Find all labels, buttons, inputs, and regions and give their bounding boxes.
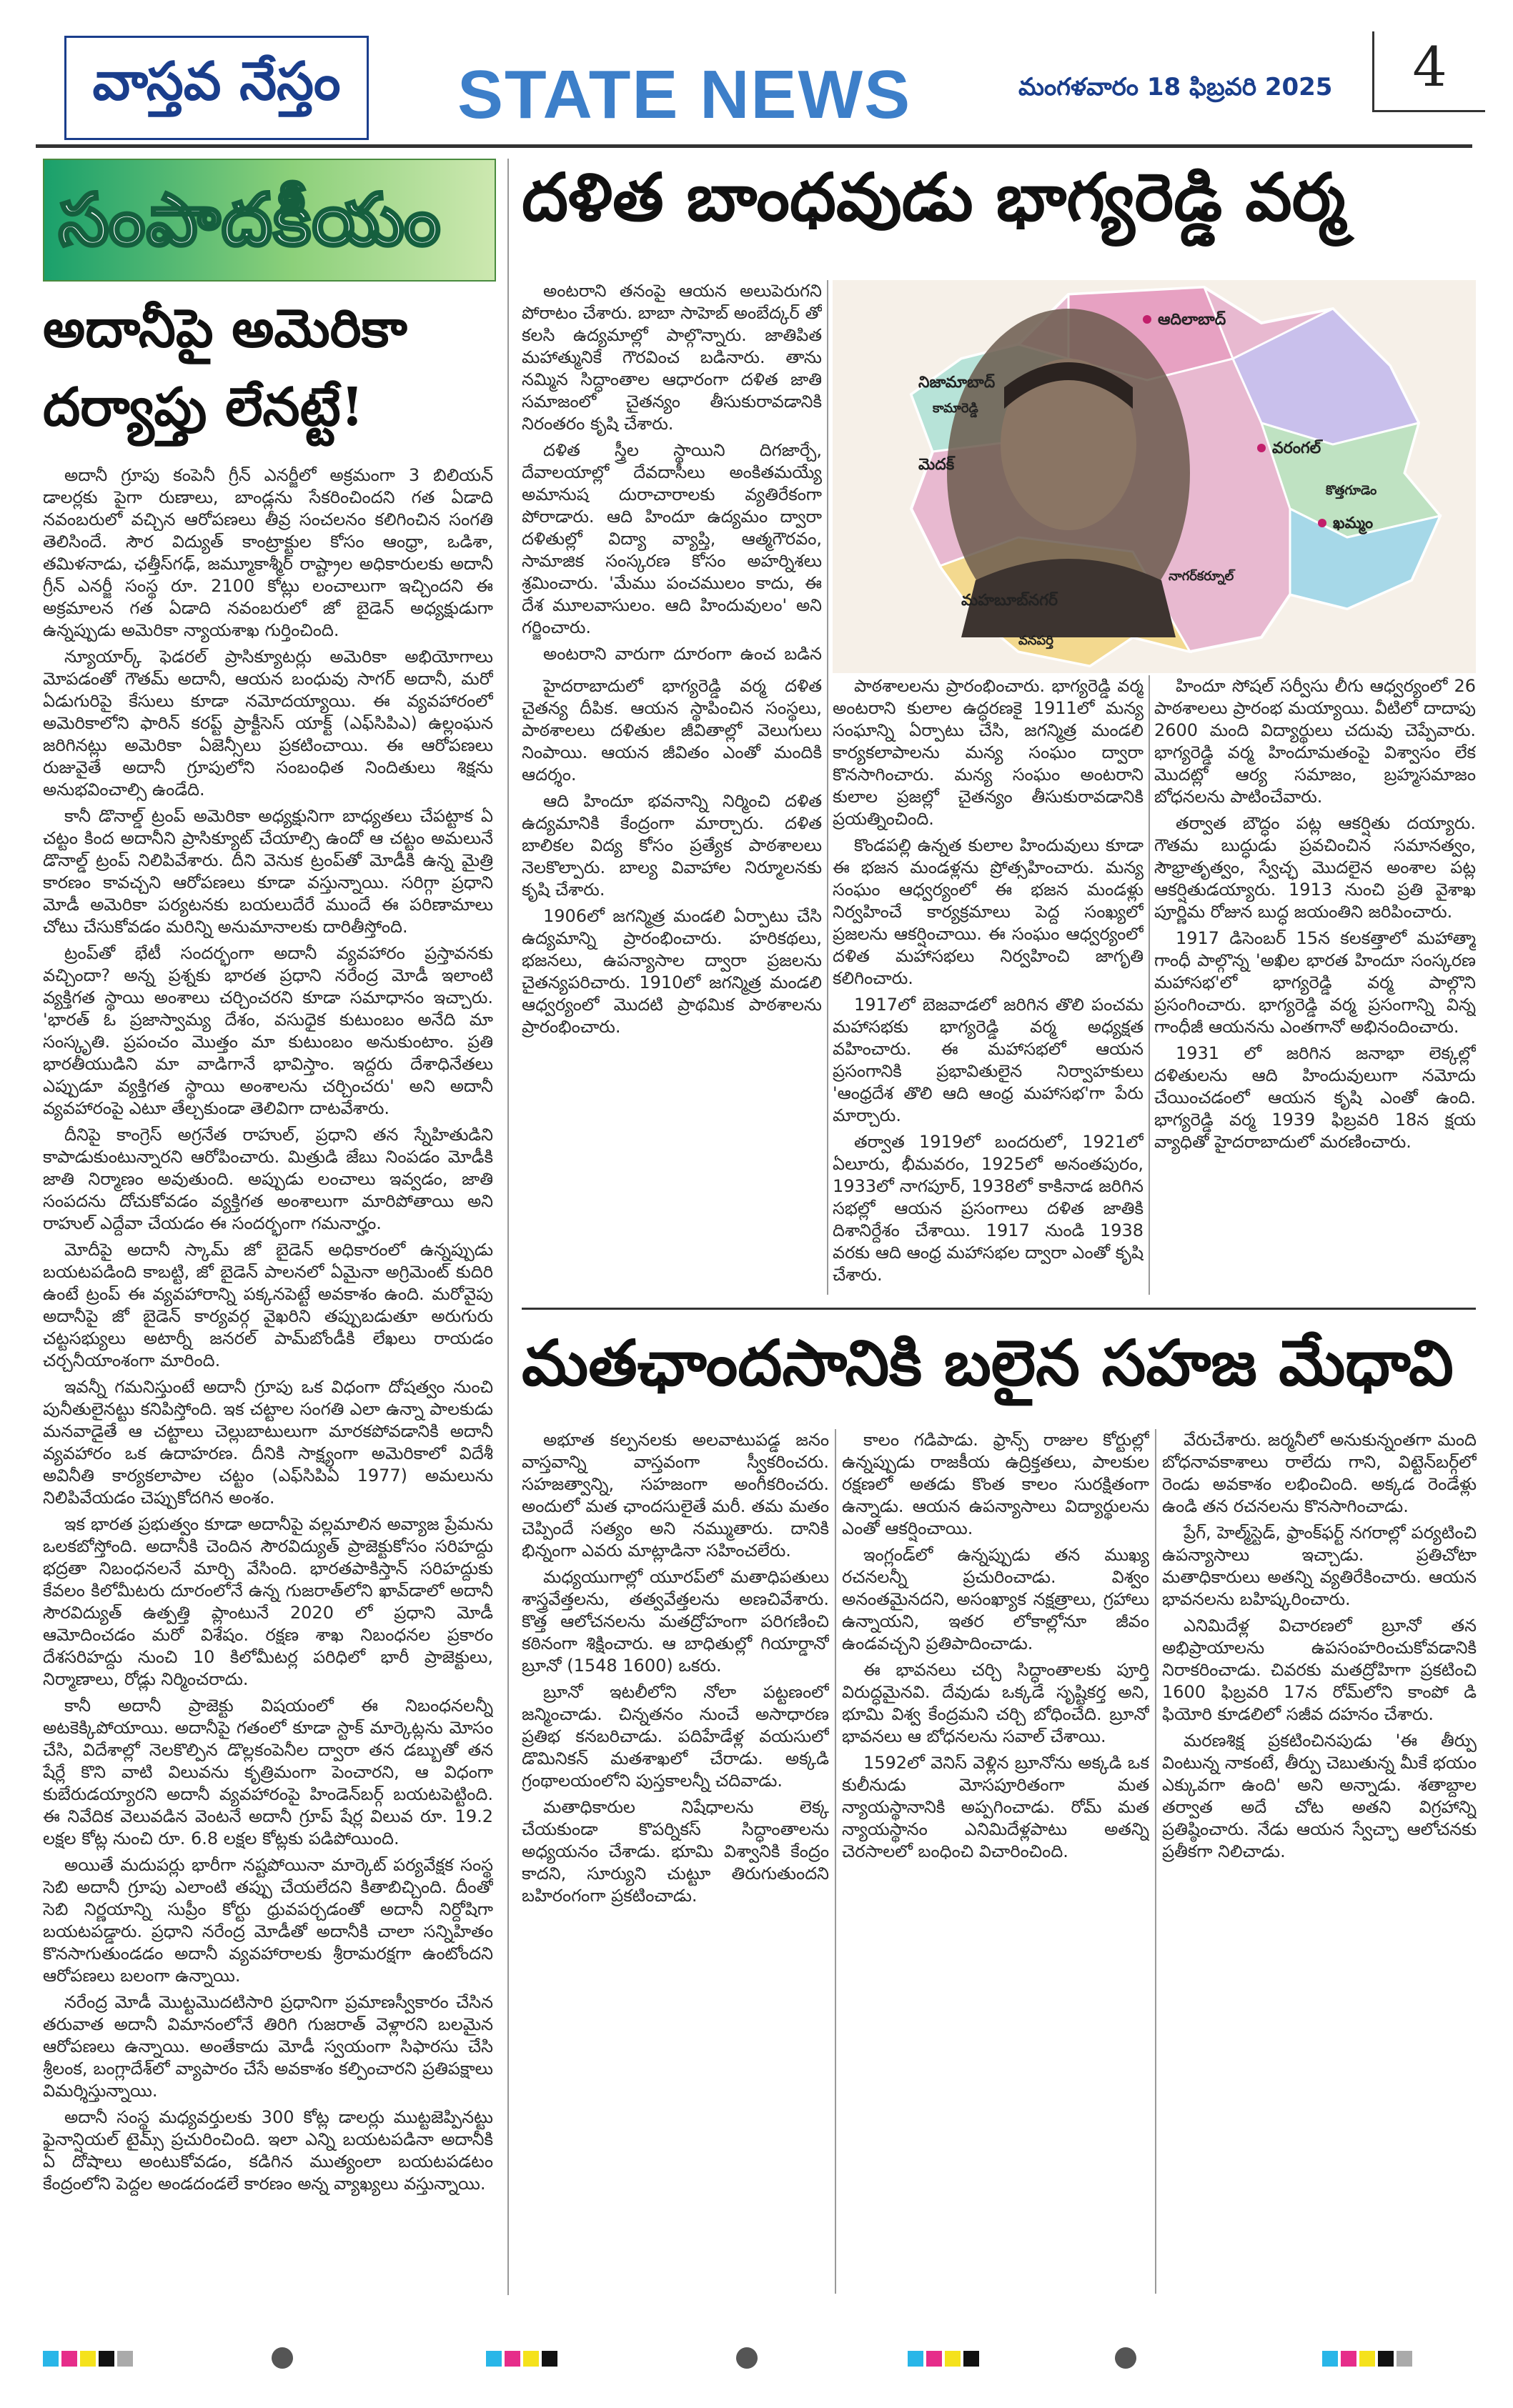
column-divider (1149, 675, 1150, 1295)
article-paragraph: తర్వాత 1919లో బందరులో, 1921లో ఏలూరు, భీమవరం, 1925లో అనంతపురం, 1933లో నాగపూర్, 1938లో కాకినాడ జరిగిన సభల్లో ఆయన ప్రసంగాలు దళిత జాతికి దిశానిర్దేశం చేశాయి. 1917 నుండి 1938 వరకు ఆది ఆంధ్ర మహాసభల ద్వారా ఎంతో కృషి చేశారు. (833, 1132, 1144, 1285)
editorial-paragraph: ఇవన్నీ గమనిస్తుంటే అదానీ గ్రూపు ఒక విధంగా దోషత్వం నుంచి పునీతులైనట్టు కనిపిస్తోంది. ఇక చట్టాల సంగతి ఎలా ఉన్నా పాలకుడు మనవాడైతే ఆ చట్టాలు చెల్లుబాటులుగా మారకపోవడానికి అదానీ వ్యవహారం ఒక ఉదాహరణ. దీనికి సాక్ష్యంగా అమెరికాలో విదేశీ అవినీతి కార్యకలాపాల చట్టం (ఎఫ్‌సిపిఏ 1977) అమలును నిలిపివేయడం చెప్పుకోదగిన అంశం. (43, 1377, 493, 1508)
map-label: ఖమ్మం (1333, 514, 1374, 532)
map-label: మహబూబ్‌నగర్ (961, 592, 1058, 610)
editorial-paragraph: ట్రంప్‌తో భేటీ సందర్భంగా అదానీ వ్యవహారం ప్రస్తావనకు వచ్చిందా? అన్న ప్రశ్నకు భారత ప్రధాని నరేంద్ర మోడీ ఇలాంటి వ్యక్తిగత స్థాయి అంశాలు చర్చించరని కూడా సమాధానం ఇచ్చారు. 'భారత్ ఓ ప్రజాస్వామ్య దేశం, వసుధైక కుటుంబం అనేది మా సంస్కృతి. ప్రపంచం మొత్తం మా కుటుంబం అనుకుంటాం. ప్రతి భారతీయుడిని మా వాడిగానే భావిస్తాం. ఇద్దరు దేశాధినేతలు ఎప్పుడూ వ్యక్తిగత స్థాయి అంశాలను చర్చించరు' అని అదానీ వ్యవహారంపై ఎటూ తేల్చకుండా తెలివిగా దాటవేశారు. (43, 943, 493, 1118)
map-marker (1143, 315, 1151, 324)
column-divider (835, 1429, 836, 2294)
column-divider (827, 280, 828, 1295)
editorial-paragraph: దీనిపై కాంగ్రెస్ అగ్రనేత రాహుల్, ప్రధాని తన స్నేహితుడిని కాపాడుకుంటున్నారని ఆరోపించారు. మిత్రుడి జేబు నింపడం మోడీకి జాతి నిర్మాణం అవుతుంది. అప్పుడు లంచాలు ఇవ్వడం, జాతి సంపదను దోచుకోవడం వ్యక్తిగత అంశాలుగా మారిపోతాయి అని రాహుల్ ఎద్దేవా చేయడం ఈ సందర్భంగా గమనార్హం. (43, 1125, 493, 1233)
map-marker (1318, 519, 1326, 527)
map-label: కొత్తగూడెం (1326, 483, 1377, 498)
article1-column-1 (522, 280, 822, 666)
section-title: STATE NEWS (457, 56, 912, 133)
color-registration-bar (43, 2351, 136, 2367)
article1-headline: దళిత బాంధవుడు భాగ్యరెడ్డి వర్మ (522, 159, 1346, 236)
editorial-headline-line1: అదానీపై అమెరికా (43, 298, 407, 359)
article-paragraph: అంటరాని వారుగా దూరంగా ఉంచ బడిన (543, 644, 822, 664)
masthead (21, 29, 1494, 136)
article2-column-1 (522, 1429, 829, 2294)
article2-column-3 (1162, 1429, 1477, 2294)
article-paragraph: 1917 డిసెంబర్ 15న కలకత్తాలో మహాత్మా గాంధీ పాల్గొన్న 'అఖిల భారత హిందూ సంస్కరణ మహాసభ'లో భాగ్యరెడ్డి వర్మ పాల్గొని ప్రసంగించారు. భాగ్యరెడ్డి వర్మ ప్రసంగాన్ని విన్న గాంధీజీ ఆయనను ఎంతగానో అభినందించారు. (1154, 928, 1476, 1037)
editorial-paragraph: నరేంద్ర మోడీ మొట్టమొదటిసారి ప్రధానిగా ప్రమాణస్వీకారం చేసిన తరువాత అదానీ విమానంలోనే తిరిగి గుజరాత్ వెళ్లారని బలమైన ఆరోపణలు ఉన్నాయి. అంతేకాదు మోడీ స్వయంగా సిఫారసు చేసి శ్రీలంక, బంగ్లాదేశ్‌లో వ్యాపారం చేసే అవకాశం కల్పించారని ప్రతిపక్షాలు విమర్శిస్తున్నాయి. (43, 1992, 493, 2101)
article-paragraph: 1592లో వెనిస్ వెళ్లిన బ్రూనోను అక్కడి ఒక కులీనుడు మోసపూరితంగా మత న్యాయస్థానానికి అప్పగించాడు. రోమ్ మత న్యాయస్థానం ఎనిమిదేళ్లపాటు అతన్ని చెరసాలలో బంధించి విచారించింది. (842, 1753, 1149, 1861)
editorial-paragraph: న్యూయార్క్ ఫెడరల్ ప్రాసిక్యూటర్లు అమెరికా అభియోగాలు మోపడంతో గౌతమ్ అదానీ, ఆయన బంధువు సాగర్ అదానీ, మరో ఏడుగురిపై కేసులు కూడా నమోదయ్యాయి. ఈ వ్యవహారంలో అమెరికాలోని ఫారిన్ కరప్ట్ ప్రాక్టీసెస్ యాక్ట్ (ఎఫ్‌సిపిఎ) ఉల్లంఘన జరిగినట్లు అమెరికా ఏజెన్సీలు ప్రకటించాయి. ఈ ఆరోపణలు రుజువైతే అదానీ గ్రూపులోని సంబంధిత నిందితులు శిక్షను అనుభవించాల్సి ఉండేది. (43, 647, 493, 800)
newspaper-logo: వాస్తవ నేస్తం (64, 36, 369, 140)
color-registration-bar (908, 2351, 982, 2367)
article-paragraph: 1906లో జగన్మిత్ర మండలి ఏర్పాటు చేసి ఉద్యమాన్ని ప్రారంభించారు. హరికథలు, భజనలు, ఉపన్యాసాల ద్వారా ప్రజలను చైతన్యపరిచారు. 1910లో జగన్మిత్ర మండలి ఆధ్వర్యంలో మొదటి ప్రాథమిక పాఠశాలను ప్రారంభించారు. (522, 906, 822, 1037)
registration-dot (272, 2347, 293, 2369)
article-paragraph: పాఠశాలలను ప్రారంభించారు. భాగ్యరెడ్డి వర్మ అంటరాని కులాల ఉద్ధరణకై 1911లో మన్య సంఘాన్ని ఏర్పాటు చేసి, జగన్మిత్ర మండలి కార్యకలాపాలను మన్య సంఘం ద్వారా కొనసాగించారు. మన్య సంఘం అంటరాని కులాల ప్రజల్లో చైతన్యం తీసుకురావడానికి ప్రయత్నించింది. (833, 676, 1144, 829)
column-divider (1155, 1429, 1156, 2294)
editorial-banner-text: సంపాదకీయం (59, 177, 442, 262)
editorial-paragraph: కానీ డొనాల్డ్ ట్రంప్ అమెరికా అధ్యక్షునిగా బాధ్యతలు చేపట్టాక ఏ చట్టం కింద అదానీని ప్రాసిక్యూట్ చేయాల్సి ఉందో ఆ చట్టం అమలునే డొనాల్డ్ ట్రంప్ నిలిపివేశారు. దీని వెనుక ట్రంప్‌తో మోడీకి ఉన్న మైత్రి కారణం కావచ్చని ఆరోపణలు కూడా వస్తున్నాయి. సరిగ్గా ప్రధాని మోడీ అమెరికా పర్యటనకు బయలుదేరే ముందే ఈ పరిణామాలు చోటు చేసుకోవడం మరిన్ని అనుమానాలకు దారితీస్తోంది. (43, 806, 493, 937)
map-label: నిజామాబాద్ (918, 374, 996, 392)
map-marker (1257, 444, 1266, 452)
color-registration-bar (486, 2351, 560, 2367)
article-paragraph: 1917లో బెజవాడలో జరిగిన తొలి పంచమ మహాసభకు భాగ్యరెడ్డి వర్మ అధ్యక్షత వహించారు. ఈ మహాసభలో ఆయన ప్రసంగానికి ప్రభావితులైన నిర్వాహకులు 'ఆంధ్రదేశ తొలి ఆది ఆంధ్ర మహాసభ'గా పేరు మార్చారు. (833, 995, 1144, 1125)
editorial-paragraph: అదానీ గ్రూపు కంపెనీ గ్రీన్ ఎనర్జీలో అక్రమంగా 3 బిలియన్ డాలర్లకు పైగా రుణాలు, బాండ్లను సేకరించిందని గత ఏడాది నవంబరులో వచ్చిన ఆరోపణలు తీవ్ర సంచలనం కలిగించిన సంగతి తెలిసిందే. సౌర విద్యుత్ కాంట్రాక్టుల కోసం ఆంధ్రా, ఒడిశా, తమిళనాడు, ఛత్తీస్‌గఢ్, జమ్మూకాశ్మీర్ రాష్ట్రాల అధికారులకు అదానీ గ్రీన్ ఎనర్జీ సంస్థ రూ. 2100 కోట్లు లంచాలుగా ఇచ్చిందని ఈ అక్రమాలన గత ఏడాది నవంబరులో జో బైడెన్ అధ్యక్షుడుగా ఉన్నప్పుడు అమెరికా న్యాయశాఖ గుర్తించింది. (43, 465, 493, 640)
article-paragraph: ఎనిమిదేళ్ల విచారణలో బ్రూనో తన అభిప్రాయాలను ఉపసంహరించుకోవడానికి నిరాకరించాడు. చివరకు మతద్రోహిగా ప్రకటించి 1600 ఫిబ్రవరి 17న రోమ్‌లోని కాంపో డి ఫియోరి కూడలిలో సజీవ దహనం చేశారు. (1162, 1616, 1477, 1724)
editorial-headline-line2: దర్యాప్తు లేనట్టే! (43, 377, 364, 438)
dateline: మంగళవారం 18 ఫిబ్రవరి 2025 (1018, 73, 1333, 101)
article-paragraph: హైదరాబాదులో భాగ్యరెడ్డి వర్మ దళిత చైతన్య దీపిక. ఆయన స్థాపించిన సంస్థలు, పాఠశాలలు దళితుల జీవితాల్లో వెలుగులు నింపాయి. ఆయన జీవితం ఎంతో మందికి ఆదర్శం. (522, 676, 822, 785)
editorial-body (43, 464, 493, 2294)
map-label: కామారెడ్డి (933, 401, 978, 416)
article-paragraph: బ్రూనో ఇటలీలోని నోలా పట్టణంలో జన్మించాడు. చిన్నతనం నుంచే అసాధారణ ప్రతిభ కనబరిచాడు. పదిహేడేళ్ల వయసులో డొమినికన్ మతశాఖలో చేరాడు. అక్కడి గ్రంథాలయంలోని పుస్తకాలన్నీ చదివాడు. (522, 1682, 829, 1791)
editorial-paragraph: ఇక భారత ప్రభుత్వం కూడా అదానీపై వల్లమాలిన అవ్యాజ ప్రేమను ఒలకబోస్తోంది. అదానీకి చెందిన సౌరవిద్యుత్ ప్రాజెక్టుకోసం సరిహద్దు భద్రతా నిబంధనలనే మార్చి వేసింది. భారతపాకిస్తాన్ సరిహద్దుకు కేవలం కిలోమీటరు దూరంలోనే ఉన్న గుజరాత్‌లోని ఖావ్‌డాలో అదానీ సౌరవిద్యుత్ ఉత్పత్తి ప్లాంటునే 2020 లో ప్రధాని మోడీ ఆమోదించడం మరో విశేషం. రక్షణ శాఖ నిబంధనల ప్రకారం దేశసరిహద్దు నుంచి 10 కిలోమీటర్ల పరిధిలో భారీ ప్రాజెక్టులు, నిర్మాణాలు, రోడ్లు నిర్మించరాదు. (43, 1514, 493, 1689)
article-paragraph: ఈ భావనలు చర్చి సిద్ధాంతాలకు పూర్తి విరుద్ధమైనవి. దేవుడు ఒక్కడే సృష్టికర్త అని, భూమి విశ్వ కేంద్రమని చర్చి బోధించేది. బ్రూనో భావనలు ఆ బోధనలను సవాల్ చేశాయి. (842, 1660, 1149, 1746)
article-paragraph: ప్రేగ్, హెల్మ్‌స్టెడ్, ఫ్రాంక్‌ఫర్ట్ నగరాల్లో పర్యటించి ఉపన్యాసాలు ఇచ్చాడు. ప్రతిచోటా మతాధికారులు అతన్ని వ్యతిరేకించారు. ఆయన భావనలను బహిష్కరించారు. (1162, 1523, 1477, 1609)
article-separator (522, 1308, 1476, 1310)
editorial-paragraph: అదానీ సంస్థ మధ్యవర్తులకు 300 కోట్ల డాలర్లు ముట్టజెప్పినట్టు ఫైనాన్షియల్ టైమ్స్ ప్రచురించింది. ఇలా ఎన్ని బయటపడినా అదానీకి ఏ దోషాలు అంటుకోవడం, కడిగిన ముత్యంలా బయటపడటం కేంద్రంలోని పెద్దల అండదండలే కారణం అన్న వ్యాఖ్యలు వస్తున్నాయి. (43, 2107, 493, 2194)
editorial-banner (43, 159, 496, 282)
page-number: 4 (1372, 31, 1485, 112)
article-paragraph: దళిత స్త్రీల స్థాయిని దిగజార్చే, దేవాలయాల్లో దేవదాసీలు అంకితమయ్యే అమానుష దురాచారాలకు వ్యతిరేకంగా పోరాడారు. ఆది హిందూ ఉద్యమం ద్వారా దళితుల్లో విద్యా వ్యాప్తి, ఆత్మగౌరవం, సామాజిక సంస్కరణ కోసం అహర్నిశలు శ్రమించారు. 'మేము పంచములం కాదు, ఈ దేశ మూలవాసులం. ఆది హిందువులం' అని గర్జించారు. (522, 440, 822, 637)
article-paragraph: మధ్యయుగాల్లో యూరప్‌లో మతాధిపతులు శాస్త్రవేత్తలను, తత్వవేత్తలను అణచివేశారు. కొత్త ఆలోచనలను మతద్రోహంగా పరిగణించి కఠినంగా శిక్షించారు. ఆ బాధితుల్లో గియార్డానో బ్రూనో (1548 1600) ఒకరు. (522, 1567, 829, 1676)
column-divider (507, 159, 509, 2295)
map-label: నాగర్‌కర్నూల్ (1169, 569, 1234, 584)
map-label: మెదక్ (918, 456, 955, 474)
article-paragraph: తర్వాత బౌద్ధం పట్ల ఆకర్షితు దయ్యారు. గౌతమ బుద్ధుడు ప్రవచించిన సమానత్వం, సౌభ్రాతృత్వం, స్వేచ్ఛ మొదలైన అంశాల పట్ల ఆకర్షితుడయ్యారు. 1913 నుంచి ప్రతి వైశాఖ పూర్ణిమ రోజున బుద్ధ జయంతిని జరిపించారు. (1154, 813, 1476, 922)
telangana-map-with-portrait (833, 280, 1476, 673)
article2-column-2 (842, 1429, 1149, 2294)
article-paragraph: అభూత కల్పనలకు అలవాటుపడ్డ జనం వాస్తవాన్ని వాస్తవంగా స్వీకరించరు. సహజత్వాన్ని, సహజంగా అంగీకరించరు. అందులో మత ఛాందసులైతే మరీ. తమ మతం చెప్పిందే సత్యం అని నమ్ముతారు. దానికి భిన్నంగా ఎవరు మాట్లాడినా సహించలేరు. (522, 1430, 829, 1561)
article-paragraph: వేరుచేశారు. జర్మనీలో అనుకున్నంతగా మంది బోధనావకాశాలు రాలేదు గాని, విట్టెన్‌బర్గ్‌లో రెండు అవకాశం లభించింది. అక్కడ రెండేళ్లు ఉండి తన రచనలను కొనసాగించాడు. (1162, 1430, 1477, 1516)
article-paragraph: మతాధికారుల నిషేధాలను లెక్క చేయకుండా కొపర్నికస్ సిద్ధాంతాలను అధ్యయనం చేశాడు. భూమి విశ్వానికి కేంద్రం కాదని, సూర్యుని చుట్టూ తిరుగుతుందని బహిరంగంగా ప్రకటించాడు. (522, 1797, 829, 1906)
map-illustration (833, 280, 1476, 673)
article-paragraph: కొండపల్లి ఉన్నత కులాల హిందువులు కూడా ఈ భజన మండళ్లను ప్రోత్సహించారు. మన్య సంఘం ఆధ్వర్యంలో ఈ భజన మండళ్లు నిర్వహించే కార్యక్రమాలు పెద్ద సంఖ్యలో ప్రజలను ఆకర్షించాయి. ఈ సంఘం ఆధ్వర్యంలో దళిత మహాసభలు నిర్వహించి జాగృతి కలిగించారు. (833, 835, 1144, 988)
map-label: వరంగల్ (1272, 439, 1321, 457)
article1-column-4 (522, 675, 822, 1286)
article1-column-3 (1154, 675, 1476, 1286)
article-paragraph: అంటరాని తనంపై ఆయన అలుపెరుగని పోరాటం చేశారు. బాబా సాహెబ్ అంబేద్కర్ తో కలసి ఉద్యమాల్లో పాల్గొన్నారు. జాతిపిత మహాత్మునికే గౌరవించ బడినారు. తాను నమ్మిన సిద్ధాంతాల ఆధారంగా దళిత జాతి సమాజంలో చైతన్యం తీసుకురావడానికి నిరంతరం కృషి చేశారు. (522, 281, 822, 434)
article-paragraph: ఆది హిందూ భవనాన్ని నిర్మించి దళిత ఉద్యమానికి కేంద్రంగా మార్చారు. దళిత బాలికల విద్య కోసం ప్రత్యేక పాఠశాలలు నెలకొల్పారు. బాల్య వివాహాల నిర్మూలనకు కృషి చేశారు. (522, 791, 822, 900)
registration-dot (1115, 2347, 1136, 2369)
article-paragraph: హిందూ సోషల్ సర్వీసు లీగు ఆధ్వర్యంలో 26 పాఠశాలలు ప్రారంభ మయ్యాయి. వీటిలో దాదాపు 2600 మంది విద్యార్థులు చదువు చెప్పేవారు. భాగ్యరెడ్డి వర్మ హిందూమతంపై విశ్వాసం లేక మొదట్లో ఆర్య సమాజం, బ్రహ్మసమాజం బోధనలను పాటించేవారు. (1154, 676, 1476, 807)
masthead-rule (36, 144, 1472, 148)
color-registration-bar (1322, 2351, 1415, 2367)
article-paragraph: కాలం గడిపాడు. ఫ్రాన్స్ రాజుల కోర్టుల్లో ఉన్నప్పుడు రాజకీయ ఉద్రిక్తతలు, పాలకుల రక్షణలో అతడు కొంత కాలం సురక్షితంగా ఉన్నాడు. ఆయన ఉపన్యాసాలు విద్యార్థులను ఎంతో ఆకర్షించాయి. (842, 1430, 1149, 1538)
map-label: వనపర్తి (1018, 633, 1053, 648)
article-paragraph: 1931 లో జరిగిన జనాభా లెక్కల్లో దళితులను ఆది హిందువులుగా నమోదు చేయించడంలో ఆయన కృషి ఎంతో ఉంది. భాగ్యరెడ్డి వర్మ 1939 ఫిబ్రవరి 18న క్షయ వ్యాధితో హైదరాబాదులో మరణించారు. (1154, 1043, 1476, 1152)
article-paragraph: మరణశిక్ష ప్రకటించినపుడు 'ఈ తీర్పు వింటున్న నాకంటే, తీర్పు చెబుతున్న మీకే భయం ఎక్కువగా ఉంది' అని అన్నాడు. శతాబ్దాల తర్వాత అదే చోట అతని విగ్రహాన్ని ప్రతిష్ఠించారు. నేడు ఆయన స్వేచ్ఛా ఆలోచనకు ప్రతీకగా నిలిచాడు. (1162, 1731, 1477, 1861)
editorial-paragraph: అయితే మదుపర్లు భారీగా నష్టపోయినా మార్కెట్ పర్యవేక్షక సంస్థ సెబి అదానీ గ్రూపు ఎలాంటి తప్పు చేయలేదని కితాబిచ్చింది. దీంతో సెబి నిర్ణయాన్ని సుప్రీం కోర్టు ధ్రువపర్చడంతో అదానీ నిర్దోషిగా బయటపడ్డారు. ప్రధాని నరేంద్ర మోడీతో అదానీకి చాలా సన్నిహితం కొనసాగుతుండడం అదానీ వ్యవహారాలకు శ్రీరామరక్షగా ఉంటోందని ఆరోపణలు బలంగా ఉన్నాయి. (43, 1855, 493, 1986)
map-label: ఆదిలాబాద్ (1158, 311, 1226, 329)
article-paragraph: ఇంగ్లండ్‌లో ఉన్నప్పుడు తన ముఖ్య రచనలన్నీ ప్రచురించాడు. విశ్వం అనంతమైనదని, అసంఖ్యాక నక్షత్రాలు, గ్రహాలు ఉన్నాయని, ఇతర లోకాల్లోనూ జీవం ఉండవచ్చని ప్రతిపాదించాడు. (842, 1545, 1149, 1653)
editorial-paragraph: కానీ అదానీ ప్రాజెక్టు విషయంలో ఈ నిబంధనలన్నీ అటకెక్కిపోయాయి. అదానీపై గతంలో కూడా స్టాక్ మార్కెట్లను మోసం చేసి, విదేశాల్లో నెలకొల్పిన డొల్లకంపెనీల ద్వారా తన డబ్బుతో తన షేర్లే కొని వాటి విలువను కృత్రిమంగా పెంచారని, ఆ విధంగా కుబేరుడయ్యారని అదానీ వ్యవహారంపై హిండెన్‌బర్గ్ బయటపెట్టింది. ఈ నివేదిక వెలువడిన వెంటనే అదానీ గ్రూప్ షేర్ల విలువ రూ. 19.2 లక్షల కోట్ల నుంచి రూ. 6.8 లక్షల కోట్లకు పడిపోయింది. (43, 1696, 493, 1849)
article1-column-2 (833, 675, 1144, 1286)
editorial-paragraph: మోదీపై అదానీ స్కామ్ జో బైడెన్ అధికారంలో ఉన్నప్పుడు బయటపడింది కాబట్టి, జో బైడెన్ పాలనలో ఏమైనా అగ్రిమెంట్ కుదిరి ఉంటే ట్రంప్ ఈ వ్యవహారాన్ని పక్కనపెట్టే అవకాశం ఉంది. మరోవైపు అదానీపై జో బైడెన్ కార్యవర్గ వైఖరిని తప్పుబడుతూ అరుగురు చట్టసభ్యులు అటార్నీ జనరల్ పామ్‌బోండీకి లేఖలు రాయడం చర్చనీయాంశంగా మారింది. (43, 1240, 493, 1370)
article2-headline: మతఛాందసానికి బలైన సహజ మేధావి (522, 1325, 1454, 1400)
registration-dot (736, 2347, 758, 2369)
editorial-headline (43, 289, 493, 447)
